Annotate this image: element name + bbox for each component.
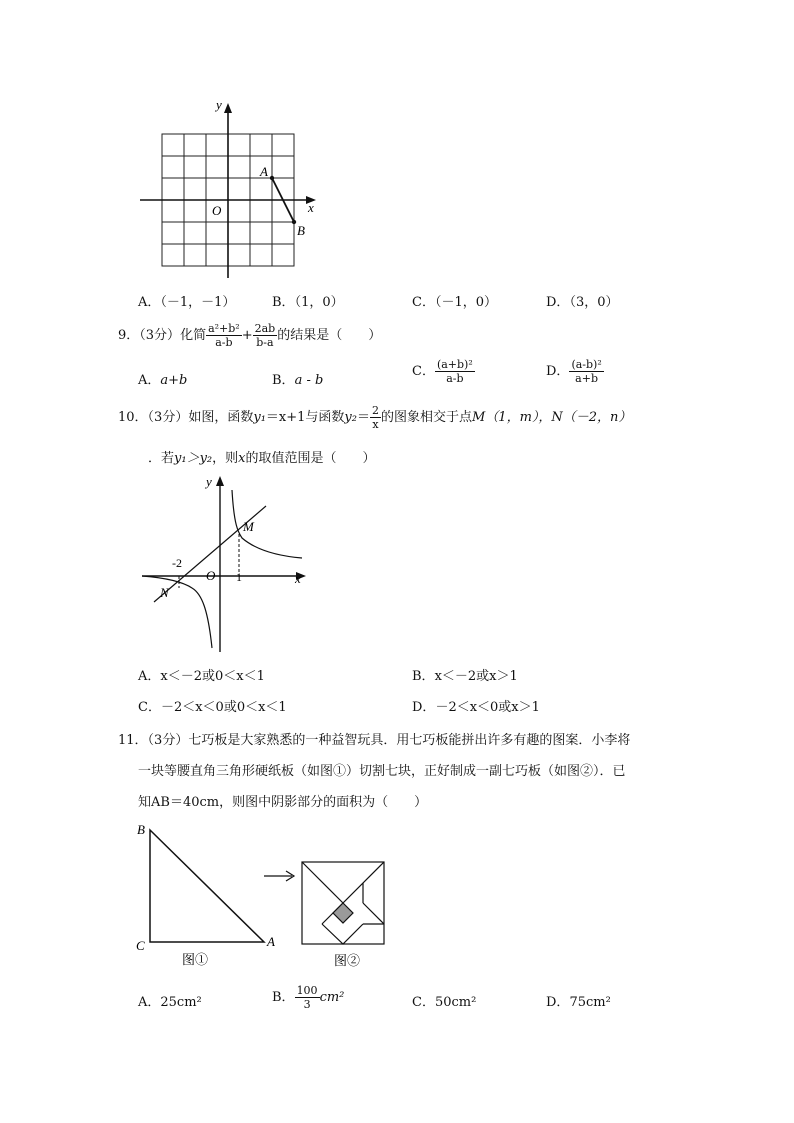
- q9-fraction-2: $\frac{2ab}{b-a}$: [254, 322, 276, 349]
- q10-option-d: D．－2＜x＜0或x＞1: [412, 700, 540, 715]
- q10-stem-line1: 10．（3分）如图，函数y₁＝x+1与函数y₂＝ $\frac{2}{x}$ 的图象相交于点M（1，m），N（－2，n）: [118, 404, 632, 431]
- q11-stem-line1: 11．（3分）七巧板是大家熟悉的一种益智玩具．用七巧板能拼出许多有趣的图案．小李将: [118, 733, 631, 748]
- q11-figure-2-tangram: [298, 858, 388, 973]
- q11-option-a: A．25cm²: [138, 995, 202, 1010]
- q9-option-b: B．a - b: [272, 373, 324, 388]
- q10-option-a: A．x＜－2或0＜x＜1: [138, 669, 265, 684]
- q10-stem-line2: ．若y₁＞y₂，则x的取值范围是（ ）: [148, 451, 376, 466]
- q11-label-a: A: [267, 934, 275, 949]
- q11-option-b: B． $\frac{100}{3}$ cm²: [272, 984, 345, 1011]
- q8-point-a-label: A: [260, 164, 268, 179]
- q8-grid-figure: [140, 95, 330, 285]
- q10-neg2-tick: -2: [172, 556, 182, 570]
- q10-one-tick: 1: [236, 570, 242, 584]
- q11-option-c: C．50cm²: [412, 995, 477, 1010]
- q8-option-d: D．（3，0）: [546, 295, 619, 310]
- q10-m-label: M: [243, 519, 254, 534]
- q9-option-a: A．a+b: [138, 373, 188, 388]
- q11-option-d: D．75cm²: [546, 995, 611, 1010]
- q10-x-label: x: [295, 571, 301, 586]
- q11-figure-1-triangle: [130, 818, 290, 973]
- q11-stem-line2: 一块等腰直角三角形硬纸板（如图①）切割七块，正好制成一副七巧板（如图②）．已: [138, 764, 626, 779]
- q11-shaded-region: [333, 903, 353, 923]
- q11-label-c: C: [136, 938, 145, 953]
- q10-y-label: y: [206, 474, 212, 489]
- q9-option-d: D． $\frac{\text{(a-b)²}}{a+b}$: [546, 358, 602, 385]
- q8-point-b-label: B: [297, 223, 305, 238]
- q9-option-c: C． $\frac{\text{(a+b)²}}{a-b}$: [412, 358, 473, 385]
- q10-n-label: N: [160, 585, 169, 600]
- q10-function-graph: [138, 470, 313, 655]
- q10-option-b: B．x＜－2或x＞1: [412, 669, 518, 684]
- q11-caption-2: 图②: [334, 953, 361, 968]
- q8-option-b: B．（1，0）: [272, 295, 344, 310]
- q9-stem: 9．（3分）化简 $\frac{\text{a²+b²}}{a-b}$ + $\frac{2ab}{b-a}$ 的结果是（ ）: [118, 322, 382, 349]
- q11-caption-1: 图①: [182, 952, 209, 967]
- q8-option-c: C．（－1，0）: [412, 295, 497, 310]
- q10-option-c: C．－2＜x＜0或0＜x＜1: [138, 700, 287, 715]
- q8-option-a: A．（－1，－1）: [138, 295, 236, 310]
- q10-origin-label: O: [206, 568, 216, 583]
- q10-fraction: $\frac{2}{x}$: [371, 404, 379, 431]
- q11-arrow-icon: [262, 868, 300, 884]
- q8-y-label: y: [216, 97, 222, 112]
- q8-origin-label: O: [212, 203, 222, 218]
- q11-label-b: B: [137, 822, 145, 837]
- q9-fraction-1: $\frac{\text{a²+b²}}{a-b}$: [208, 322, 240, 349]
- q8-x-label: x: [308, 200, 314, 215]
- q11-stem-line3: 知AB＝40cm，则图中阴影部分的面积为（ ）: [138, 795, 428, 810]
